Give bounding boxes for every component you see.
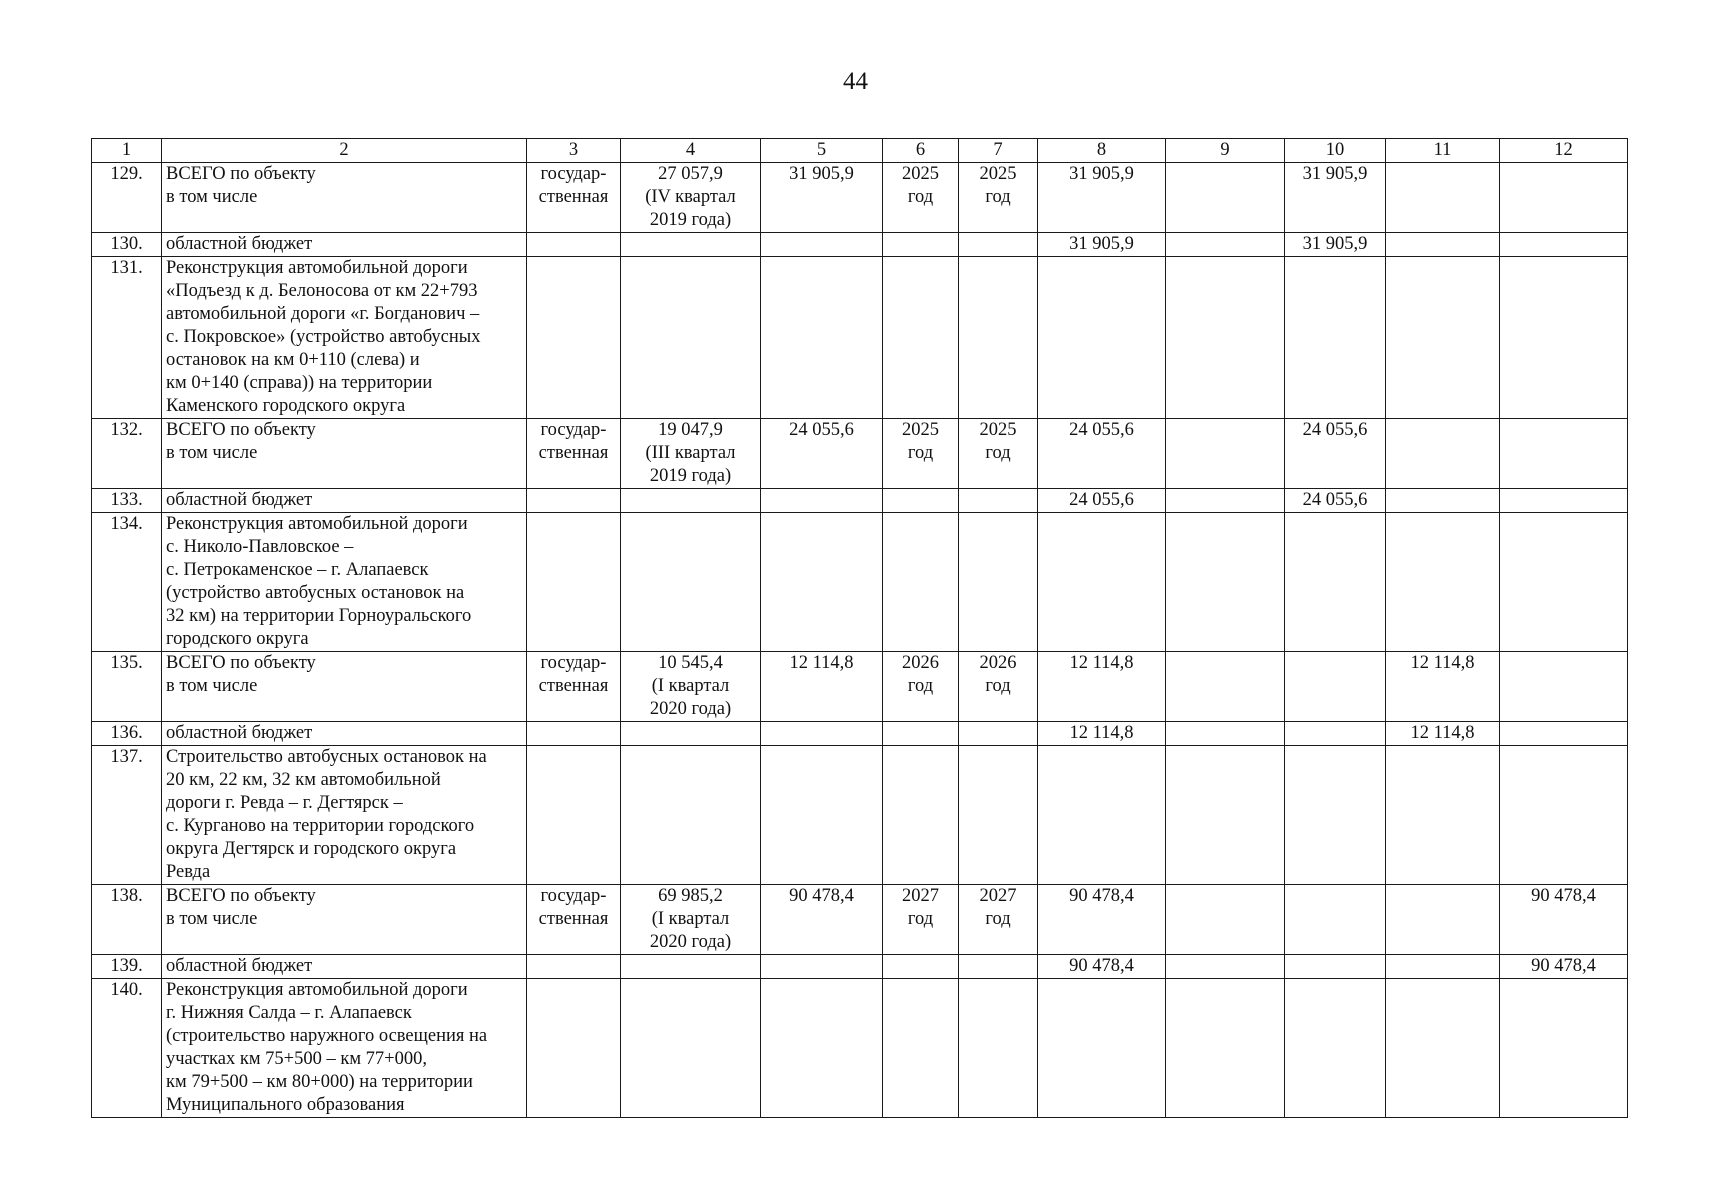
- column-number-row: [92, 139, 1628, 163]
- empty-cell: [621, 955, 761, 979]
- empty-cell: [527, 979, 621, 1118]
- empty-cell: [1500, 979, 1628, 1118]
- empty-cell: [1166, 746, 1285, 885]
- amount-col-8: 24 055,6: [1038, 489, 1166, 513]
- empty-cell: [1038, 746, 1166, 885]
- empty-cell: [761, 955, 883, 979]
- amount-col-11: [1386, 955, 1500, 979]
- row-name: ВСЕГО по объекту в том числе: [162, 419, 527, 489]
- row-number: 130.: [92, 233, 162, 257]
- empty-cell: [1285, 746, 1386, 885]
- column-header: 12: [1500, 139, 1628, 163]
- end-year: 2025 год: [959, 419, 1038, 489]
- empty-cell: [1166, 233, 1285, 257]
- empty-cell: [959, 513, 1038, 652]
- start-year: 2025 год: [883, 419, 959, 489]
- empty-cell: [761, 722, 883, 746]
- total-cost: 31 905,9: [761, 163, 883, 233]
- amount-col-11: [1386, 885, 1500, 955]
- end-year: 2027 год: [959, 885, 1038, 955]
- empty-cell: [527, 513, 621, 652]
- amount-col-12: [1500, 489, 1628, 513]
- amount-col-12: 90 478,4: [1500, 885, 1628, 955]
- empty-cell: [883, 746, 959, 885]
- amount-col-10: [1285, 885, 1386, 955]
- empty-cell: [883, 979, 959, 1118]
- empty-cell: [959, 955, 1038, 979]
- row-number: 139.: [92, 955, 162, 979]
- row-number: 133.: [92, 489, 162, 513]
- amount-col-10: [1285, 722, 1386, 746]
- end-year: 2025 год: [959, 163, 1038, 233]
- estimated-cost: 69 985,2 (I квартал 2020 года): [621, 885, 761, 955]
- row-number: 131.: [92, 257, 162, 419]
- empty-cell: [1166, 955, 1285, 979]
- row-number: 134.: [92, 513, 162, 652]
- column-header: 7: [959, 139, 1038, 163]
- amount-col-11: [1386, 489, 1500, 513]
- empty-cell: [883, 513, 959, 652]
- empty-cell: [883, 489, 959, 513]
- amount-col-9: [1166, 652, 1285, 722]
- row-name: областной бюджет: [162, 233, 527, 257]
- object-description: Реконструкция автомобильной дороги г. Нижняя Салда – г. Алапаевск (строительство наружного освещения на участках км 75+500 – км 77+000, км 79+500 – км 80+000) на территории Муниципального образования: [162, 979, 527, 1118]
- total-cost: 24 055,6: [761, 419, 883, 489]
- ownership-type: государ- ственная: [527, 885, 621, 955]
- row-name: ВСЕГО по объекту в том числе: [162, 163, 527, 233]
- empty-cell: [1386, 257, 1500, 419]
- empty-cell: [1038, 257, 1166, 419]
- ownership-type: государ- ственная: [527, 163, 621, 233]
- empty-cell: [1038, 979, 1166, 1118]
- empty-cell: [1500, 513, 1628, 652]
- row-number: 135.: [92, 652, 162, 722]
- empty-cell: [959, 979, 1038, 1118]
- amount-col-11: [1386, 419, 1500, 489]
- object-description: Реконструкция автомобильной дороги «Подъезд к д. Белоносова от км 22+793 автомобильной дороги «г. Богданович – с. Покровское» (устройство автобусных остановок на км 0+110 (слева) и км 0+140 (справа)) на территории Каменского городского округа: [162, 257, 527, 419]
- empty-cell: [527, 257, 621, 419]
- amount-col-9: [1166, 419, 1285, 489]
- amount-col-8: 90 478,4: [1038, 955, 1166, 979]
- row-name: ВСЕГО по объекту в том числе: [162, 652, 527, 722]
- table-row: [92, 257, 1628, 419]
- amount-col-12: [1500, 722, 1628, 746]
- end-year: 2026 год: [959, 652, 1038, 722]
- empty-cell: [1166, 979, 1285, 1118]
- empty-cell: [621, 257, 761, 419]
- object-description: Строительство автобусных остановок на 20 км, 22 км, 32 км автомобильной дороги г. Ревда – г. Дегтярск – с. Курганово на территории городского округа Дегтярск и городского округа Ревда: [162, 746, 527, 885]
- amount-col-12: [1500, 233, 1628, 257]
- amount-col-10: 31 905,9: [1285, 163, 1386, 233]
- empty-cell: [621, 513, 761, 652]
- column-header: 6: [883, 139, 959, 163]
- estimated-cost: 27 057,9 (IV квартал 2019 года): [621, 163, 761, 233]
- empty-cell: [1285, 513, 1386, 652]
- empty-cell: [1166, 257, 1285, 419]
- empty-cell: [959, 746, 1038, 885]
- table-row: [92, 746, 1628, 885]
- start-year: 2025 год: [883, 163, 959, 233]
- empty-cell: [761, 513, 883, 652]
- column-header: 9: [1166, 139, 1285, 163]
- amount-col-10: [1285, 955, 1386, 979]
- empty-cell: [883, 955, 959, 979]
- estimated-cost: 10 545,4 (I квартал 2020 года): [621, 652, 761, 722]
- empty-cell: [761, 233, 883, 257]
- amount-col-8: 12 114,8: [1038, 722, 1166, 746]
- amount-col-8: 31 905,9: [1038, 163, 1166, 233]
- amount-col-12: [1500, 652, 1628, 722]
- row-name: ВСЕГО по объекту в том числе: [162, 885, 527, 955]
- table-row: [92, 419, 1628, 489]
- column-header: 11: [1386, 139, 1500, 163]
- empty-cell: [883, 233, 959, 257]
- program-table: [91, 138, 1628, 1118]
- row-name: областной бюджет: [162, 489, 527, 513]
- table-row: [92, 955, 1628, 979]
- empty-cell: [883, 722, 959, 746]
- amount-col-9: [1166, 885, 1285, 955]
- empty-cell: [621, 746, 761, 885]
- amount-col-10: [1285, 652, 1386, 722]
- empty-cell: [883, 257, 959, 419]
- amount-col-8: 12 114,8: [1038, 652, 1166, 722]
- column-header: 1: [92, 139, 162, 163]
- empty-cell: [1038, 513, 1166, 652]
- empty-cell: [527, 722, 621, 746]
- table-row: [92, 652, 1628, 722]
- empty-cell: [761, 489, 883, 513]
- row-number: 132.: [92, 419, 162, 489]
- amount-col-8: 24 055,6: [1038, 419, 1166, 489]
- empty-cell: [761, 979, 883, 1118]
- amount-col-10: 24 055,6: [1285, 419, 1386, 489]
- empty-cell: [959, 722, 1038, 746]
- amount-col-9: [1166, 163, 1285, 233]
- table-row: [92, 722, 1628, 746]
- empty-cell: [621, 979, 761, 1118]
- amount-col-11: 12 114,8: [1386, 722, 1500, 746]
- empty-cell: [527, 746, 621, 885]
- object-description: Реконструкция автомобильной дороги с. Николо-Павловское – с. Петрокаменское – г. Алапаевск (устройство автобусных остановок на 32 км) на территории Горноуральского городского округа: [162, 513, 527, 652]
- row-number: 137.: [92, 746, 162, 885]
- empty-cell: [1386, 979, 1500, 1118]
- row-number: 136.: [92, 722, 162, 746]
- total-cost: 12 114,8: [761, 652, 883, 722]
- empty-cell: [621, 489, 761, 513]
- row-name: областной бюджет: [162, 955, 527, 979]
- program-table-container: [91, 138, 1627, 1118]
- empty-cell: [1500, 257, 1628, 419]
- column-header: 3: [527, 139, 621, 163]
- empty-cell: [621, 233, 761, 257]
- empty-cell: [959, 489, 1038, 513]
- empty-cell: [959, 257, 1038, 419]
- ownership-type: государ- ственная: [527, 652, 621, 722]
- empty-cell: [959, 233, 1038, 257]
- column-header: 4: [621, 139, 761, 163]
- empty-cell: [761, 746, 883, 885]
- table-row: [92, 513, 1628, 652]
- amount-col-11: 12 114,8: [1386, 652, 1500, 722]
- empty-cell: [1386, 746, 1500, 885]
- amount-col-8: 90 478,4: [1038, 885, 1166, 955]
- amount-col-12: [1500, 419, 1628, 489]
- empty-cell: [527, 489, 621, 513]
- table-row: [92, 163, 1628, 233]
- amount-col-8: 31 905,9: [1038, 233, 1166, 257]
- column-header: 2: [162, 139, 527, 163]
- ownership-type: государ- ственная: [527, 419, 621, 489]
- table-row: [92, 233, 1628, 257]
- empty-cell: [621, 722, 761, 746]
- table-row: [92, 885, 1628, 955]
- empty-cell: [1386, 513, 1500, 652]
- start-year: 2027 год: [883, 885, 959, 955]
- row-name: областной бюджет: [162, 722, 527, 746]
- amount-col-10: 24 055,6: [1285, 489, 1386, 513]
- empty-cell: [527, 955, 621, 979]
- total-cost: 90 478,4: [761, 885, 883, 955]
- page-number: 44: [843, 68, 868, 95]
- amount-col-11: [1386, 163, 1500, 233]
- row-number: 138.: [92, 885, 162, 955]
- estimated-cost: 19 047,9 (III квартал 2019 года): [621, 419, 761, 489]
- empty-cell: [527, 233, 621, 257]
- start-year: 2026 год: [883, 652, 959, 722]
- amount-col-10: 31 905,9: [1285, 233, 1386, 257]
- amount-col-12: 90 478,4: [1500, 955, 1628, 979]
- empty-cell: [761, 257, 883, 419]
- row-number: 140.: [92, 979, 162, 1118]
- empty-cell: [1500, 746, 1628, 885]
- table-row: [92, 979, 1628, 1118]
- empty-cell: [1285, 979, 1386, 1118]
- amount-col-12: [1500, 163, 1628, 233]
- amount-col-11: [1386, 233, 1500, 257]
- table-row: [92, 489, 1628, 513]
- empty-cell: [1285, 257, 1386, 419]
- column-header: 8: [1038, 139, 1166, 163]
- empty-cell: [1166, 513, 1285, 652]
- column-header: 5: [761, 139, 883, 163]
- row-number: 129.: [92, 163, 162, 233]
- empty-cell: [1166, 722, 1285, 746]
- empty-cell: [1166, 489, 1285, 513]
- column-header: 10: [1285, 139, 1386, 163]
